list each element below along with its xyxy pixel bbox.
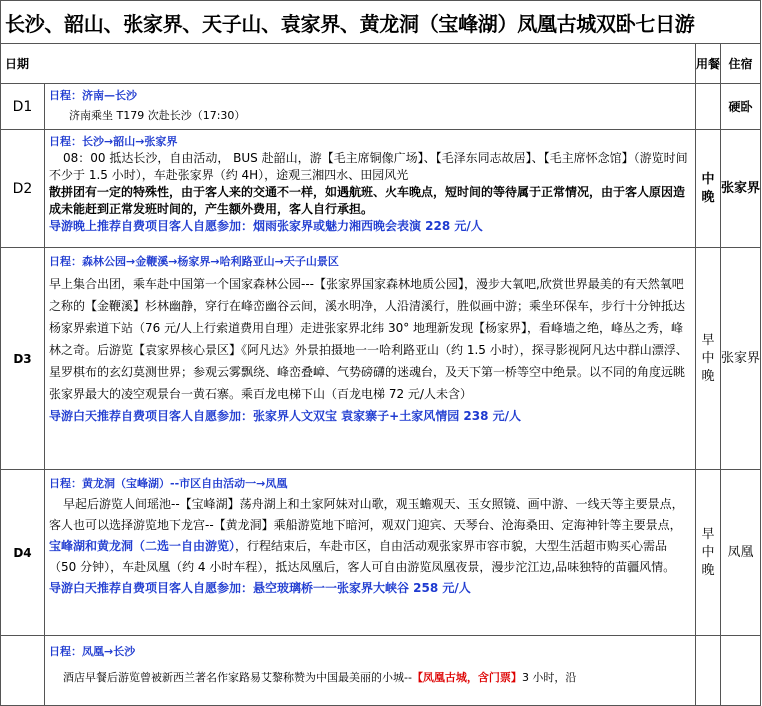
day-row <box>1 84 761 130</box>
stay-cell: 凤凰 <box>721 470 761 636</box>
description-part: 早起后游览人间瑶池--【宝峰湖】荡舟湖上和土家阿妹对山歌，观玉蟾观天、玉女照镜、画中游、一线天等主要景点，客人也可以选择游览地下龙宫--【黄龙洞】乘船游览地下暗河，观双门迎宾、天琴台、沧海桑田、定海神针等主要景点， <box>49 497 684 532</box>
meal-cell <box>696 636 721 706</box>
route-text: 日程：凤凰→长沙 <box>49 645 136 658</box>
stay-cell: 硬卧 <box>721 84 761 130</box>
description-part: ，行程结束后，车赴市区，自由活动观张家界市容市貌，大型生活超市购买心需品（50 分钟），车赴凤凰（约 4 小时车程），抵达凤凰后，客人可自由游览凤凰夜景，漫步沱江边,品味独特的苗疆风情。 <box>49 539 676 574</box>
day-content <box>45 636 696 706</box>
day-row <box>1 636 761 706</box>
stay-cell: 张家界 <box>721 248 761 470</box>
day-content <box>45 470 696 636</box>
day-label <box>1 636 45 706</box>
day-row <box>1 130 761 248</box>
optional-item: 导游白天推荐自费项目客人自愿参加：悬空玻璃桥一一张家界大峡谷 258 元/人 <box>49 581 471 595</box>
meal-cell: 中晚 <box>696 130 721 248</box>
day-label: D1 <box>1 84 45 130</box>
route-text: 日程：济南—长沙 <box>49 89 137 102</box>
header-meal: 用餐 <box>696 44 721 84</box>
meal-cell <box>696 84 721 130</box>
day-label: D4 <box>1 470 45 636</box>
route-text: 日程：长沙→韶山→张家界 <box>49 135 178 148</box>
description-highlight: 宝峰湖和黄龙洞（二选一自由游览） <box>49 539 236 553</box>
stay-cell <box>721 636 761 706</box>
day-description: 济南乘坐 T179 次赴长沙（17:30） <box>69 109 246 122</box>
description-part: 酒店早餐后游览曾被新西兰著名作家路易艾黎称赞为中国最美丽的小城-- <box>63 671 412 684</box>
day-label: D3 <box>1 248 45 470</box>
optional-item: 导游白天推荐自费项目客人自愿参加：张家界人文双宝 袁家寨子+土家风情园 238 元/人 <box>49 409 522 423</box>
header-stay: 住宿 <box>721 44 761 84</box>
day-description <box>49 494 691 578</box>
day-description <box>49 665 691 691</box>
day-content <box>45 248 696 470</box>
day-content <box>45 84 696 130</box>
meal-cell: 早中晚 <box>696 248 721 470</box>
stay-cell: 张家界 <box>721 130 761 248</box>
day-note: 散拼团有一定的特殊性，由于客人来的交通不一样，如遇航班、火车晚点，短时间的等待属于正常情况，由于客人原因造成未能赶到正常发班时间的，产生额外费用，客人自行承担。 <box>49 185 686 216</box>
meal-cell: 早中晚 <box>696 470 721 636</box>
route-text: 日程：森林公园→金鞭溪→杨家界→哈利路亚山→天子山景区 <box>49 255 339 268</box>
day-description: 早上集合出团，乘车赴中国第一个国家森林公园---【张家界国家森林地质公园】，漫步大氧吧,欣赏世界最美的有天然氧吧之称的【金鞭溪】杉林幽静，穿行在峰峦幽谷云间，溪水明净，人沿清溪行，胜似画中游；乘坐环保车，步行十分钟抵达杨家界索道下站（76 元/人上行索道费用自理）走进张家界北纬 30° 地理新发现【杨家界】，看峰墙之绝，峰丛之秀，峰林之奇。后游览【袁家界核心景区】《阿凡达》外景拍摄地一一哈利路亚山（约 1.5 小时），探寻影视阿凡达中群山漂浮、星罗棋布的玄幻莫测世界；参观云雾飘绕、峰峦叠嶂、气势磅礴的迷魂台，及天下第一桥等空中绝景。以不同的角度远眺张家界最大的凌空观景台一黄石寨。乘百龙电梯下山（百龙电梯 72 元/人未含） <box>49 277 688 401</box>
day-description: 08：00 抵达长沙，自由活动， BUS 赴韶山，游【毛主席铜像广场】、【毛泽东同志故居】、【毛主席怀念馆】（游览时间不少于 1.5 小时），车赴张家界（约 4H），途观三湘四水、田园风光 <box>49 151 688 182</box>
description-highlight: 【凤凰古城，含门票】 <box>411 671 522 684</box>
day-row <box>1 248 761 470</box>
header-day: 日期 <box>1 44 696 84</box>
optional-item: 导游晚上推荐自费项目客人自愿参加：烟雨张家界或魅力湘西晚会表演 228 元/人 <box>49 219 483 233</box>
day-label: D2 <box>1 130 45 248</box>
route-text: 日程：黄龙洞（宝峰湖）--市区自由活动一→凤凰 <box>49 477 288 490</box>
day-row <box>1 470 761 636</box>
description-part: 3 小时，沿 <box>521 671 577 684</box>
itinerary-title: 长沙、韶山、张家界、天子山、袁家界、黄龙洞（宝峰湖）凤凰古城双卧七日游 <box>1 1 761 44</box>
day-content <box>45 130 696 248</box>
